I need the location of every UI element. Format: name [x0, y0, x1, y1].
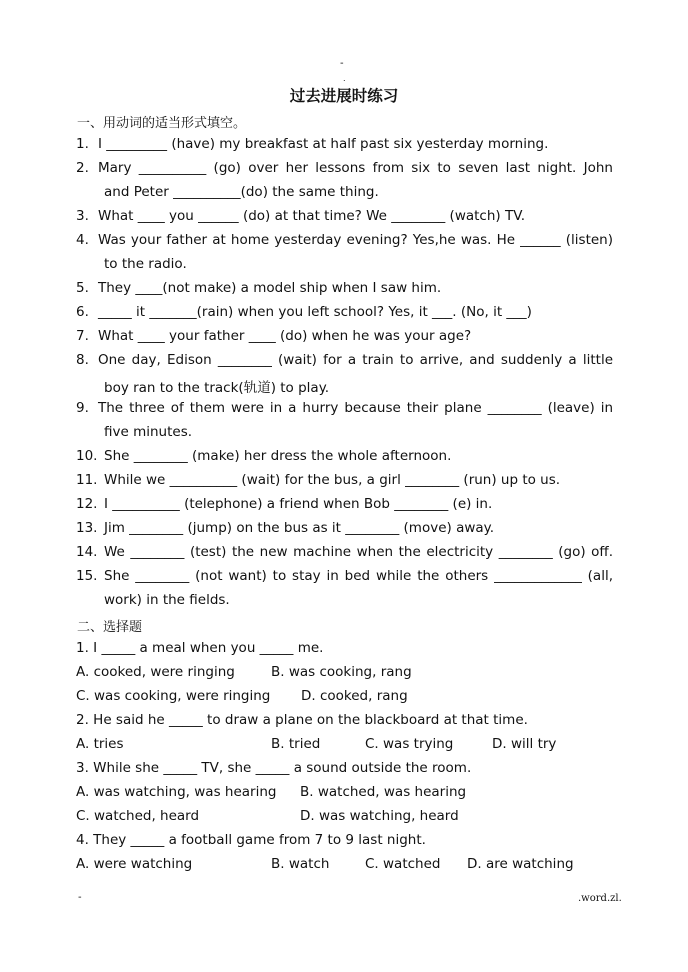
list-item	[76, 304, 613, 320]
option-c: C. was trying	[365, 736, 454, 752]
item-text: While we __________ (wait) for the bus, a girl ________ (run) up to us.	[104, 472, 561, 488]
item-number: 5.	[76, 280, 89, 296]
item-number: 15.	[76, 568, 98, 584]
option-a: A. cooked, were ringing	[76, 664, 235, 680]
list-item	[76, 136, 613, 152]
question-text: 1. I _____ a meal when you _____ me.	[76, 640, 324, 656]
item-text: Mary __________ (go) over her lessons from six to seven last night. John	[98, 160, 613, 176]
item-number: 10.	[76, 448, 98, 464]
list-item	[76, 472, 613, 488]
item-number: 1.	[76, 136, 89, 152]
section-heading-fill: 一、用动词的适当形式填空。	[77, 116, 247, 131]
item-text: _____ it _______(rain) when you left school? Yes, it ___. (No, it ___)	[98, 304, 532, 320]
header-mark: -	[340, 58, 344, 69]
list-item	[76, 544, 613, 560]
item-continuation: to the radio.	[104, 256, 187, 272]
option-d: D. will try	[492, 736, 557, 752]
option-a: A. was watching, was hearing	[76, 784, 277, 800]
section-heading-choice: 二、选择题	[77, 620, 143, 635]
option-b: B. watched, was hearing	[300, 784, 467, 800]
option-b: B. was cooking, rang	[271, 664, 412, 680]
footer-source: .word.zl.	[578, 893, 622, 904]
item-continuation: five minutes.	[104, 424, 193, 440]
header-dot: .	[343, 74, 346, 83]
list-item	[76, 328, 613, 344]
item-number: 6.	[76, 304, 89, 320]
item-number: 9.	[76, 400, 89, 416]
item-continuation: work) in the fields.	[104, 592, 230, 608]
list-item	[76, 568, 613, 584]
item-text: Was your father at home yesterday evening? Yes,he was. He ______ (listen)	[98, 232, 613, 248]
item-number: 8.	[76, 352, 89, 368]
item-text: What ____ your father ____ (do) when he was your age?	[98, 328, 472, 344]
item-text: We ________ (test) the new machine when the electricity ________ (go) off.	[104, 544, 613, 560]
item-text: I __________ (telephone) a friend when Bob ________ (e) in.	[104, 496, 493, 512]
list-item	[76, 232, 613, 248]
list-item	[76, 448, 613, 464]
item-number: 14.	[76, 544, 98, 560]
item-text: Jim ________ (jump) on the bus as it ________ (move) away.	[104, 520, 495, 536]
item-text: She ________ (not want) to stay in bed while the others _____________ (all,	[104, 568, 613, 584]
list-item	[76, 208, 613, 224]
item-number: 11.	[76, 472, 98, 488]
list-item	[76, 520, 613, 536]
item-number: 4.	[76, 232, 89, 248]
item-number: 2.	[76, 160, 89, 176]
option-a: A. were watching	[76, 856, 193, 872]
list-item	[76, 400, 613, 416]
footer-mark: -	[78, 892, 82, 903]
item-text: The three of them were in a hurry because their plane ________ (leave) in	[98, 400, 613, 416]
option-d: D. was watching, heard	[300, 808, 459, 824]
item-number: 7.	[76, 328, 89, 344]
list-item	[76, 160, 613, 176]
item-text: They ____(not make) a model ship when I saw him.	[98, 280, 442, 296]
page-title: 过去进展时练习	[289, 87, 399, 105]
question-text: 4. They _____ a football game from 7 to 9 last night.	[76, 832, 426, 848]
option-d: D. are watching	[467, 856, 574, 872]
option-b: B. tried	[271, 736, 321, 752]
item-continuation: and Peter __________(do) the same thing.	[104, 184, 379, 200]
option-d: D. cooked, rang	[301, 688, 408, 704]
option-c: C. watched	[365, 856, 441, 872]
item-text: One day, Edison ________ (wait) for a train to arrive, and suddenly a little	[98, 352, 613, 368]
option-b: B. watch	[271, 856, 330, 872]
list-item	[76, 496, 613, 512]
item-text: What ____ you ______ (do) at that time? We ________ (watch) TV.	[98, 208, 526, 224]
item-number: 13.	[76, 520, 98, 536]
item-text: She ________ (make) her dress the whole afternoon.	[104, 448, 452, 464]
item-continuation: boy ran to the track(轨道) to play.	[104, 380, 330, 396]
option-a: A. tries	[76, 736, 124, 752]
question-text: 2. He said he _____ to draw a plane on the blackboard at that time.	[76, 712, 528, 728]
question-text: 3. While she _____ TV, she _____ a sound outside the room.	[76, 760, 472, 776]
list-item	[76, 280, 613, 296]
item-number: 3.	[76, 208, 89, 224]
item-text: I _________ (have) my breakfast at half past six yesterday morning.	[98, 136, 549, 152]
option-c: C. watched, heard	[76, 808, 200, 824]
option-c: C. was cooking, were ringing	[76, 688, 271, 704]
list-item	[76, 352, 613, 368]
item-number: 12.	[76, 496, 98, 512]
